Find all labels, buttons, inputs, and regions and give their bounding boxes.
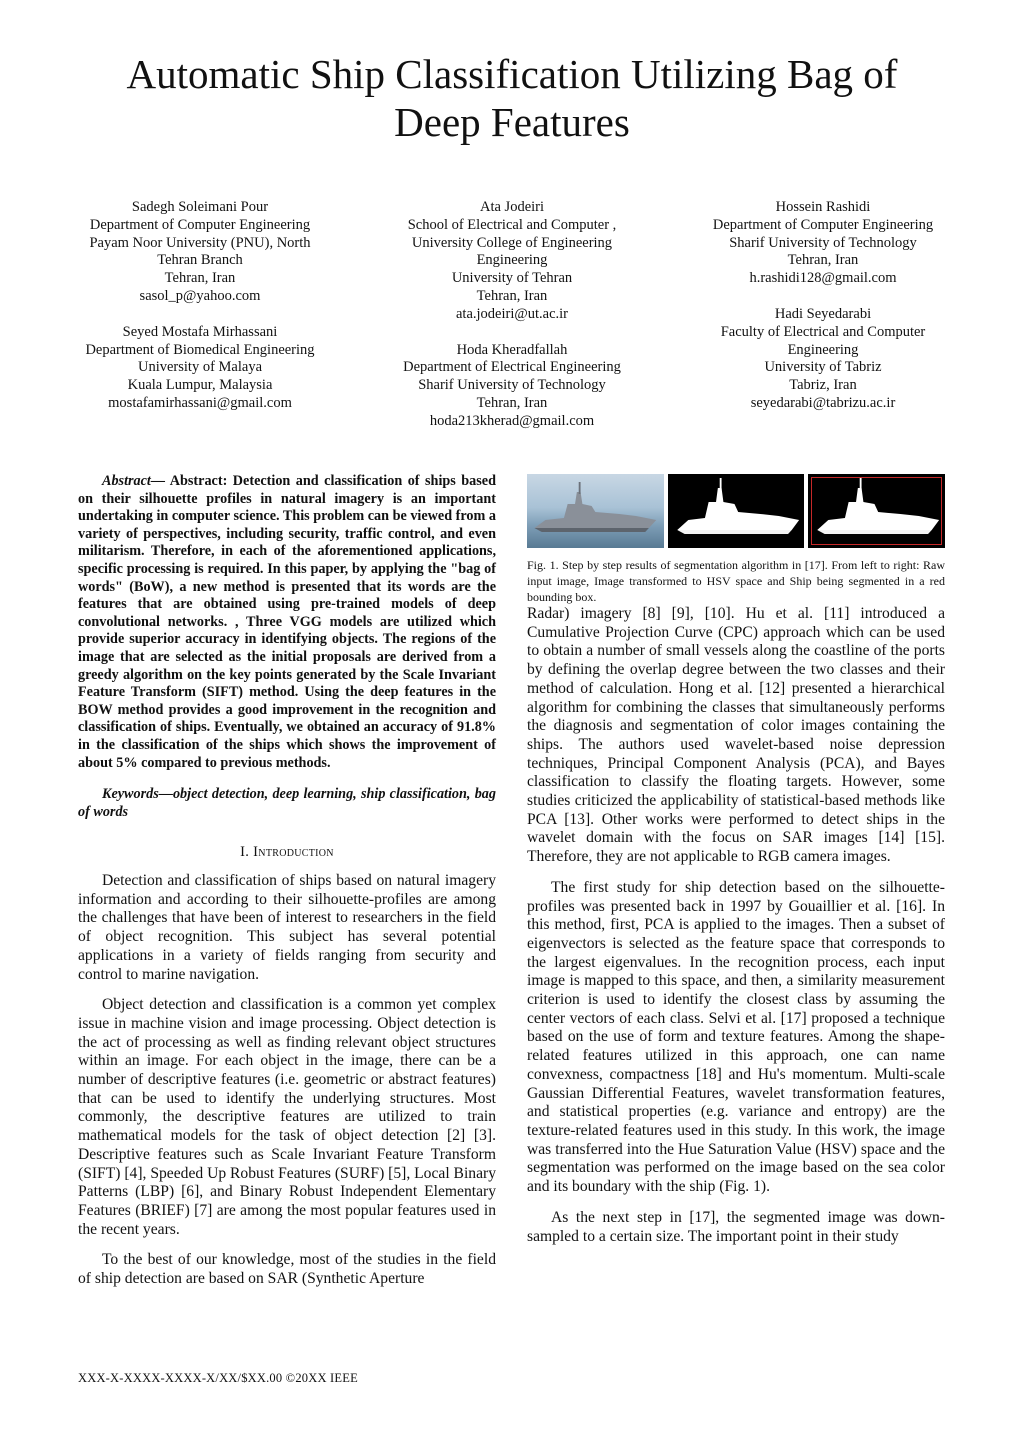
author-block bbox=[60, 199, 340, 306]
abstract-dash: — bbox=[150, 473, 166, 489]
author-location: Tabriz, Iran bbox=[789, 377, 857, 394]
paragraph: To the best of our knowledge, most of the studies in the field of ship detection are based on SAR (Synthetic Aperture bbox=[78, 1251, 496, 1288]
author-block bbox=[683, 199, 963, 288]
author-affiliation: Sharif University of Technology bbox=[729, 234, 917, 251]
author-affiliation: University of Malaya bbox=[137, 359, 263, 376]
author-block bbox=[372, 199, 652, 324]
author-location: Tehran, Iran bbox=[476, 394, 548, 411]
author-block bbox=[683, 306, 963, 413]
abstract-label: Abstract bbox=[102, 473, 151, 489]
ship-silhouette-icon bbox=[668, 474, 805, 548]
author-affiliation: Department of Electrical Engineering bbox=[403, 359, 621, 376]
author-location: Tehran, Iran bbox=[476, 287, 548, 304]
author-email: ata.jodeiri@ut.ac.ir bbox=[456, 305, 568, 322]
author-affiliation: Department of Biomedical Engineering bbox=[85, 341, 315, 358]
paragraph: As the next step in [17], the segmented image was down-sampled to a certain size. The important point in their study bbox=[527, 1208, 945, 1245]
author-email: mostafamirhassani@gmail.com bbox=[108, 394, 292, 411]
keywords: Keywords—object detection, deep learning, ship classification, bag of words bbox=[78, 786, 496, 820]
copyright-footer: XXX-X-XXXX-XXXX-X/XX/$XX.00 ©20XX IEEE bbox=[78, 1371, 358, 1385]
paragraph: Object detection and classification is a common yet complex issue in machine vision and image processing. Object detection is the act of processing as well as finding relevant object structures within an image. For each object in the image, there can be a number of descriptive features (i.e. geometric or abstract features) that can be used to identify the underlying structures. Most commonly, the descriptive features are utilized to train mathematical models for the task of object detection [2] [3]. Descriptive features such as Scale Invariant Feature Transform (SIFT) [4], Speeded Up Robust Features (SURF) [5], Local Binary Patterns (LBP) [6], and Binary Robust Independent Elementary Features (BRIEF) [7] are among the most popular features used in the recent years. bbox=[78, 996, 496, 1238]
ship-segmented-image bbox=[808, 474, 945, 548]
title-line-1: Automatic Ship Classification Utilizing Bag of bbox=[126, 51, 898, 97]
author-affiliation: Faculty of Electrical and Computer bbox=[720, 323, 926, 340]
author-affiliation: Sharif University of Technology bbox=[418, 377, 606, 394]
author-column-1 bbox=[60, 199, 340, 431]
paragraph: Detection and classification of ships based on natural imagery information and according to their silhouette-profiles are among the challenges that have been of interest to researchers in the field of object recognition. This subject has several potential applications in a variety of fields ranging from security and control to marine navigation. bbox=[78, 871, 496, 983]
author-affiliation: Payam Noor University (PNU), North bbox=[89, 234, 311, 251]
paragraph: Radar) imagery [8] [9], [10]. Hu et al. [11] introduced a Cumulative Projection Curve (CPC) approach which can be used to obtain a number of small vessels along the coastline of the ports by defining the overlap degree between the two classes and their method of calculation. Hong et al. [12] presented a hierarchical algorithm for combining the classes that simultaneously performs the diagnosis and segmentation of color images containing the ships. The authors used wavelet-based noise depression techniques, Principal Component Analysis (PCA), and Bayes classification to classify the floating targets. However, some studies criticized the applicability of statistical-based methods like PCA [13]. Other works were performed to detect ships in the wavelet domain with the focus on SAR images [14] [15]. Therefore, they are not applicable to RGB camera images. bbox=[527, 605, 945, 866]
ship-hsv-image bbox=[668, 474, 805, 548]
author-name: Hadi Seyedarabi bbox=[774, 305, 872, 322]
author-name: Ata Jodeiri bbox=[479, 199, 545, 215]
title-line-2: Deep Features bbox=[394, 99, 630, 145]
author-name: Sadegh Soleimani Pour bbox=[131, 199, 269, 215]
author-affiliation: Engineering bbox=[476, 252, 548, 269]
author-name: Seyed Mostafa Mirhassani bbox=[122, 323, 278, 340]
author-affiliation: University College of Engineering bbox=[411, 234, 613, 251]
author-block bbox=[372, 342, 652, 431]
author-affiliation: Tehran Branch bbox=[157, 252, 243, 269]
left-text-column bbox=[78, 473, 496, 1289]
author-affiliation: University of Tehran bbox=[451, 270, 573, 287]
abstract bbox=[78, 473, 496, 772]
author-email: sasol_p@yahoo.com bbox=[139, 287, 261, 304]
author-email: hoda213kherad@gmail.com bbox=[429, 412, 595, 429]
author-affiliation: Department of Computer Engineering bbox=[712, 216, 934, 233]
author-affiliation: University of Tabriz bbox=[764, 359, 882, 376]
section-title: Introduction bbox=[253, 844, 334, 861]
author-name: Hossein Rashidi bbox=[775, 199, 871, 215]
author-location: Kuala Lumpur, Malaysia bbox=[127, 377, 273, 394]
figure-caption: Fig. 1. Step by step results of segmentation algorithm in [17]. From left to right: Raw input image, Image transformed to HSV space and Ship being segmented in a red bounding box. bbox=[527, 558, 945, 604]
author-affiliation: School of Electrical and Computer , bbox=[407, 216, 617, 233]
red-bounding-box bbox=[811, 477, 942, 545]
author-email: seyedarabi@tabrizu.ac.ir bbox=[750, 394, 896, 411]
author-affiliation: Engineering bbox=[787, 341, 859, 358]
section-heading-introduction bbox=[78, 843, 496, 862]
author-location: Tehran, Iran bbox=[787, 252, 859, 269]
abstract-text: Abstract: Detection and classification of ships based on their silhouette profiles in natural imagery is an important undertaking in computer science. This problem can be viewed from a variety of perspectives, including security, traffic control, and even militarism. Therefore, in each of the aforementioned applications, specific processing is required. In this paper, by applying the "bag of words" (BoW), a new method is presented that its words are the features that are obtained using pre-trained models of deep convolutional networks. , Three VGG models are utilized which provide superior accuracy in identifying objects. The regions of the image that are selected as the initial proposals are derived from a greedy algorithm on the key points generated by the Scale Invariant Feature Transform (SIFT) method. Using the deep features in the BOW method provides a good improvement in the recognition and classification of ships. Eventually, we obtained an accuracy of 91.8% in the classification of the ships which shows the improvement of about 5% compared to previous methods. bbox=[78, 473, 496, 771]
right-text-column bbox=[527, 474, 945, 1246]
author-affiliation: Department of Computer Engineering bbox=[89, 216, 311, 233]
author-location: Tehran, Iran bbox=[164, 270, 236, 287]
section-number: I. bbox=[240, 844, 250, 861]
author-email: h.rashidi128@gmail.com bbox=[749, 270, 897, 287]
author-column-3 bbox=[683, 199, 963, 431]
ship-raw-image bbox=[527, 474, 664, 548]
paper-title bbox=[60, 50, 964, 146]
author-name: Hoda Kheradfallah bbox=[456, 341, 568, 358]
ship-photo-icon bbox=[527, 474, 664, 548]
author-column-2 bbox=[372, 199, 652, 449]
paragraph: The first study for ship detection based on the silhouette-profiles was presented back in 1997 by Gouaillier et al. [16]. In this method, first, PCA is applied to the images. Then a subset of eigenvectors is selected as the feature space that corresponds to the largest eigenvalues. In the recognition process, each input image is mapped to this space, and then, a similarity measurement criterion is used to identify the closest class by assuming the center vectors of each class. Selvi et al. [17] proposed a technique based on the use of form and texture features. Among the shape-related features utilized in this approach, one can name convexness, compactness [18] and Hu's momentum. Multi-scale Gaussian Differential Features, wavelet transformation features, and statistical properties (e.g. variance and entropy) are the texture-related features used in this study. In this work, the image was transferred into the Hue Saturation Value (HSV) space and the segmentation was performed on the image based on the sea color and its boundary with the ship (Fig. 1). bbox=[527, 878, 945, 1196]
figure-1 bbox=[527, 474, 945, 548]
author-block bbox=[60, 324, 340, 413]
